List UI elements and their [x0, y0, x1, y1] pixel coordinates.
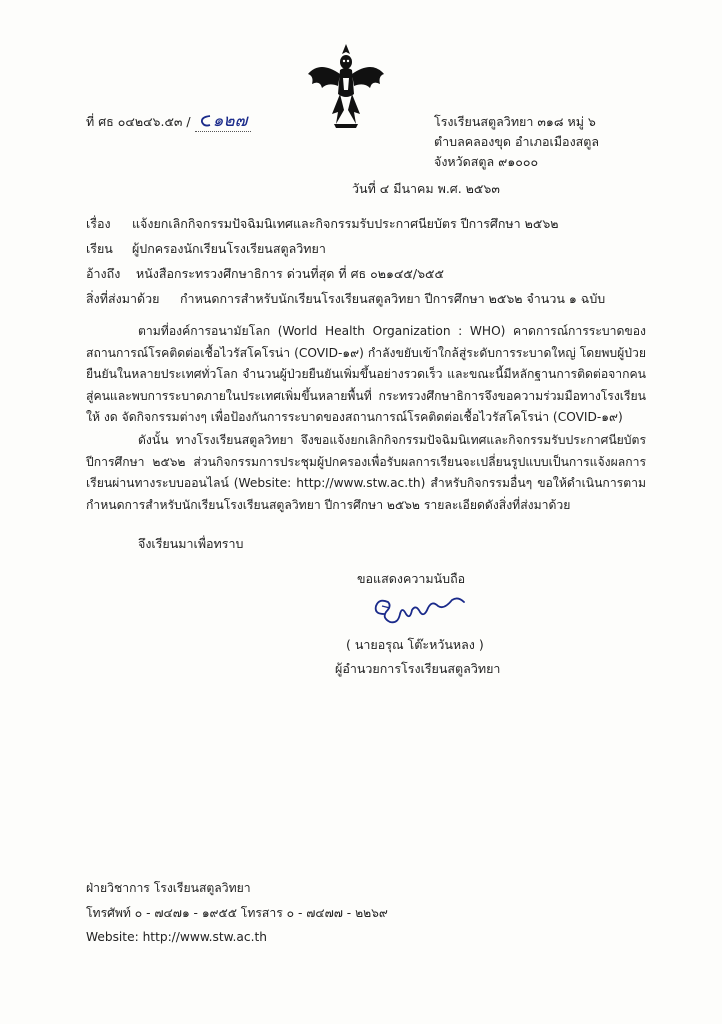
- salutation-label: เรียน: [86, 241, 113, 256]
- closing-phrase: ขอแสดงความนับถือ: [357, 571, 466, 586]
- body-paragraph-1: [86, 321, 646, 429]
- salutation-text: ผู้ปกครองนักเรียนโรงเรียนสตูลวิทยา: [131, 241, 326, 256]
- enclosure-line: [86, 290, 605, 308]
- reference-label: อ้างถึง: [86, 266, 121, 281]
- enclosure-text: กำหนดการสำหรับนักเรียนโรงเรียนสตูลวิทยา ปีการศึกษา ๒๕๖๒ จำนวน ๑ ฉบับ: [179, 291, 606, 306]
- enclosure-label: สิ่งที่ส่งมาด้วย: [86, 291, 160, 306]
- letter-date: วันที่ ๔ มีนาคม พ.ศ. ๒๕๖๓: [352, 181, 500, 196]
- paragraph-1-text: ตามที่องค์การอนามัยโลก (World Health Organization : WHO) คาดการณ์การระบาดของสถานการณ์โรคติดต่อเชื้อไวรัสโคโรน่า (COVID-๑๙) กำลังขยับเข้าใกล้สู่ระดับการระบาดใหญ่ โดยพบผู้ป่วยยืนยันในหลายประเทศทั่วโลก จำนวนผู้ป่วยยืนยันเพิ่มขึ้นอย่างรวดเร็ว และขณะนี้มีหลักฐานการติดต่อจากคนสู่คนและพบการระบาดภายในประเทศเพิ่มขึ้นหลายพื้นที่ กระทรวงศึกษาธิการจึงขอความร่วมมือทางโรงเรียนให้ งด จัดกิจกรรมต่างๆ เพื่อป้องกันการระบาดของสถานการณ์โรคติดต่อเชื้อไวรัสโคโรน่า (COVID-๑๙): [86, 324, 646, 425]
- body-paragraph-2: [86, 430, 646, 516]
- subject-text: แจ้งยกเลิกกิจกรรมปัจฉิมนิเทศและกิจกรรมรับประกาศนียบัตร ปีการศึกษา ๒๕๖๒: [131, 216, 559, 231]
- reference-number: [86, 112, 251, 131]
- subject-label: เรื่อง: [86, 216, 111, 231]
- handwritten-ref-text: ๑๒๗: [212, 111, 248, 131]
- address-line: จังหวัดสตูล ๙๑๐๐๐: [434, 154, 539, 169]
- footer-department: ฝ่ายวิชาการ โรงเรียนสตูลวิทยา: [86, 881, 251, 895]
- handwritten-ref-number: [195, 111, 252, 132]
- ref-number-text: ที่ ศธ ๐๔๒๔๖.๕๓ /: [86, 114, 191, 129]
- reference-text: หนังสือกระทรวงศึกษาธิการ ด่วนที่สุด ที่ ศธ ๐๒๑๔๕/๖๕๕: [135, 266, 444, 281]
- garuda-emblem-icon: [300, 40, 392, 132]
- reference-line: [86, 265, 444, 283]
- signatory-name: ( นายอรุณ โต๊ะหวันหลง ): [346, 637, 484, 652]
- handwritten-bracket-icon: [199, 114, 213, 128]
- footer-phone: โทรศัพท์ ๐ - ๗๔๗๑ - ๑๙๕๕ โทรสาร ๐ - ๗๔๗๗ - ๒๒๖๙: [86, 906, 388, 920]
- school-address: [434, 112, 599, 172]
- signatory-title: ผู้อำนวยการโรงเรียนสตูลวิทยา: [335, 661, 501, 676]
- address-line: ตำบลคลองขุด อำเภอเมืองสตูล: [434, 134, 600, 149]
- signature-icon: [370, 592, 470, 632]
- subject-line: [86, 215, 559, 233]
- paragraph-2-text: ดังนั้น ทางโรงเรียนสตูลวิทยา จึงขอแจ้งยกเลิกกิจกรรมปัจฉิมนิเทศและกิจกรรมรับประกาศนียบัตร ปีการศึกษา ๒๕๖๒ ส่วนกิจกรรมการประชุมผู้ปกครองเพื่อรับผลการเรียนจะเปลี่ยนรูปแบบเป็นการแจ้งผลการเรียนผ่านทางระบบออนไลน์ (Website: http://www.stw.ac.th) สำหรับกิจกรรมอื่นๆ ขอให้ดำเนินการตามกำหนดการสำหรับนักเรียนโรงเรียนสตูลวิทยา ปีการศึกษา ๒๕๖๒ รายละเอียดดังสิ่งที่ส่งมาด้วย: [86, 433, 646, 512]
- footer-website: Website: http://www.stw.ac.th: [86, 930, 267, 944]
- address-line: โรงเรียนสตูลวิทยา ๓๑๘ หมู่ ๖: [434, 114, 596, 129]
- closing-request: จึงเรียนมาเพื่อทราบ: [138, 536, 244, 551]
- salutation-line: [86, 240, 326, 258]
